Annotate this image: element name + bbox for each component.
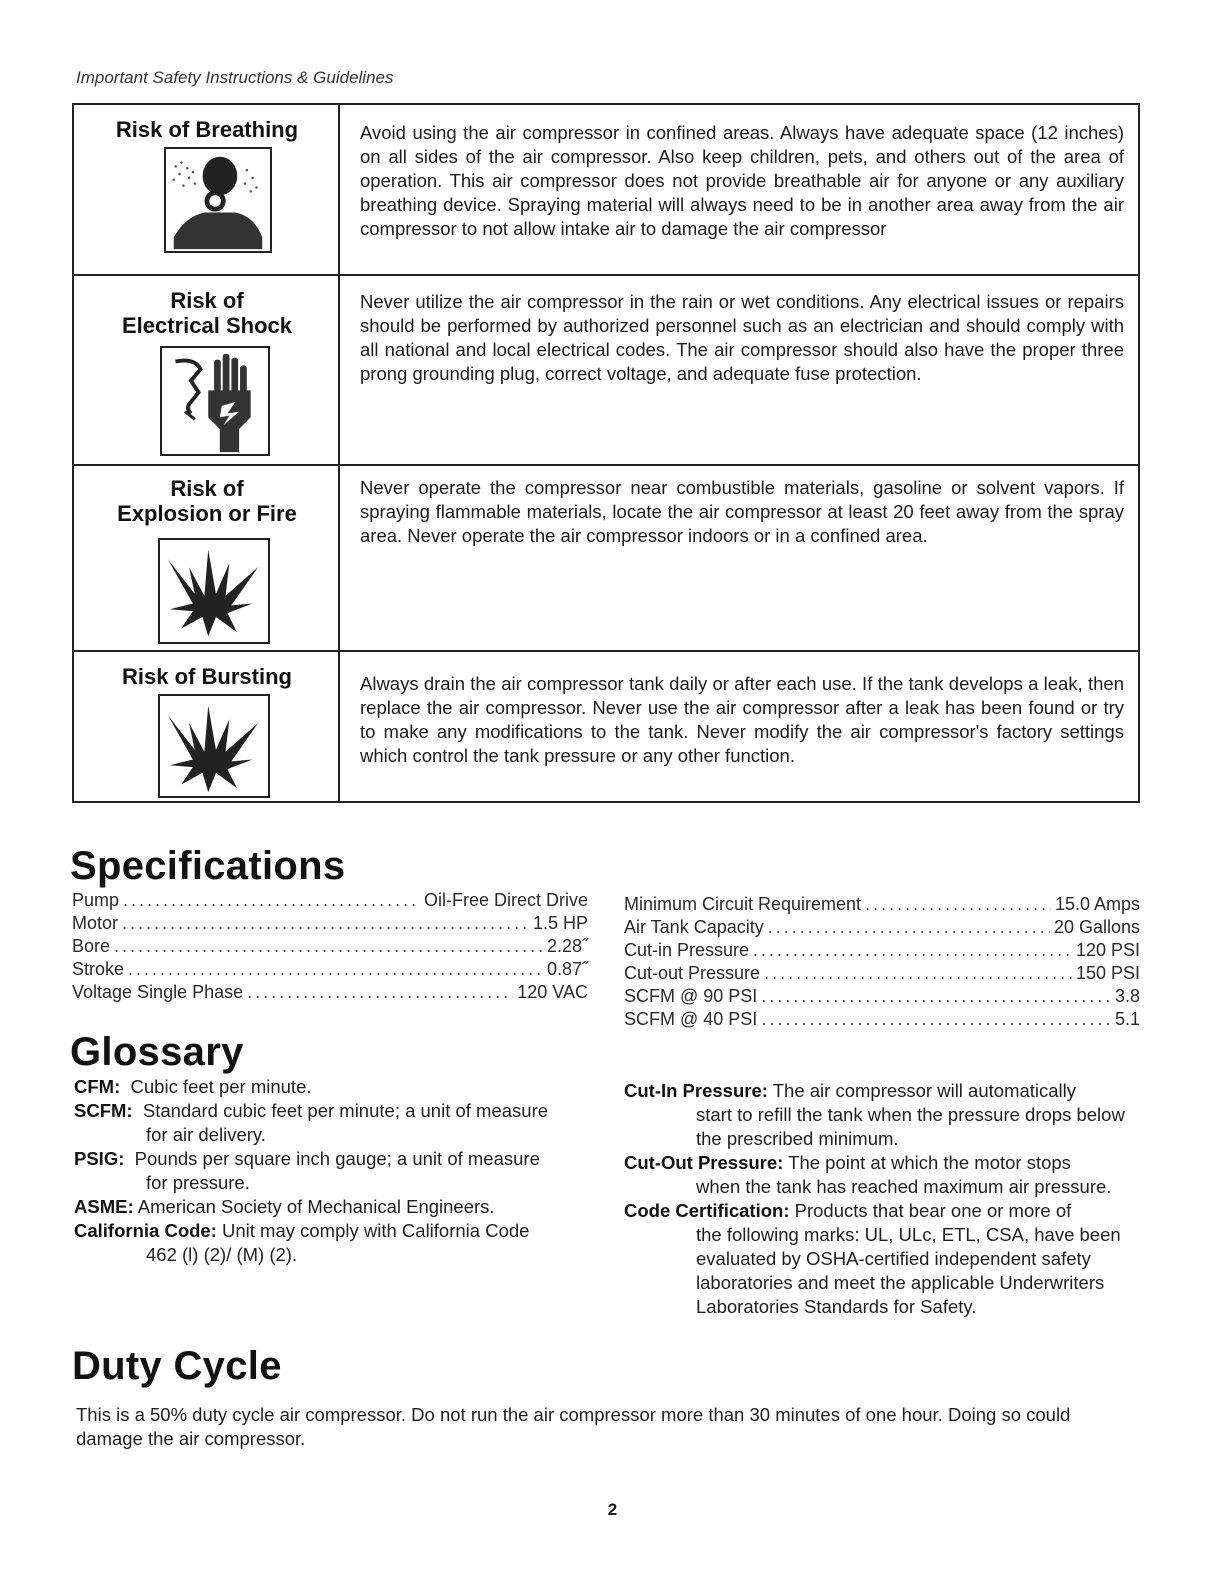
glossary-entry [74, 1099, 594, 1147]
risk-label-cell [74, 276, 340, 466]
glossary-definition: Unit may comply with California Code [222, 1220, 530, 1241]
spec-row [72, 889, 588, 912]
breathing-hazard-icon [164, 147, 272, 253]
spec-label: SCFM @ 90 PSI [624, 986, 758, 1006]
risk-description: Never utilize the air compressor in the rain or wet conditions. Any electrical issues or repairs should be performed by authorized personnel such as an electrician and should comply with all national and local electrical codes. The air compressor should also have the proper three prong grounding plug, correct voltage, and adequate fuse protection. [360, 291, 1124, 384]
spec-value: 15.0 Amps [1054, 894, 1140, 914]
glossary-definition: Standard cubic feet per minute; a unit of measure [142, 1100, 549, 1121]
spec-row [72, 958, 588, 981]
risk-description: Never operate the compressor near combustible materials, gasoline or solvent vapors. If spraying flammable materials, locate the air compressor at least 20 feet away from the spray area. Never operate the air compressor indoors or in a confined area. [360, 477, 1124, 546]
risk-title-line-2: Explosion or Fire [117, 501, 297, 526]
spec-row [72, 981, 588, 1004]
spec-label: Cut-in Pressure [624, 940, 750, 960]
spec-value: 120 VAC [517, 982, 588, 1002]
page-header-note: Important Safety Instructions & Guidelines [76, 68, 394, 87]
spec-list-left [72, 889, 588, 1004]
spec-row [624, 916, 1140, 939]
risk-table [72, 103, 1140, 803]
risk-row-electrical-shock [74, 274, 1138, 466]
glossary-entry [624, 1079, 1134, 1151]
glossary-entry [624, 1151, 1134, 1199]
risk-label-cell [74, 105, 340, 274]
glossary-definition-cont: for pressure. [146, 1172, 250, 1193]
glossary-definition: Pounds per square inch gauge; a unit of measure [134, 1148, 540, 1169]
spec-value: 5.1 [1114, 1009, 1140, 1029]
glossary-definition-cont: 462 (l) (2)/ (M) (2). [146, 1244, 298, 1265]
risk-row-breathing [74, 105, 1138, 274]
spec-label: Motor [72, 913, 119, 933]
glossary-definition: American Society of Mechanical Engineers. [137, 1196, 495, 1217]
glossary-term: CFM: [74, 1076, 121, 1097]
glossary-definition: The air compressor will automatically [772, 1080, 1077, 1101]
glossary-term: California Code: [74, 1220, 217, 1241]
duty-cycle-heading: Duty Cycle [72, 1344, 282, 1388]
glossary-term: PSIG: [74, 1148, 125, 1169]
glossary-term: ASME: [74, 1196, 134, 1217]
risk-title: Risk of Bursting [122, 664, 292, 689]
spec-row [624, 893, 1140, 916]
glossary-entry [624, 1199, 1134, 1319]
bursting-icon [158, 694, 270, 798]
spec-row [72, 912, 588, 935]
duty-cycle-text: This is a 50% duty cycle air compressor. Do not run the air compressor more than 30 minutes of one hour. Doing so could damage the air compressor. [76, 1404, 1071, 1449]
spec-row [624, 985, 1140, 1008]
glossary-definition-cont: when the tank has reached maximum air pressure. [696, 1176, 1112, 1197]
spec-list-right [624, 893, 1140, 1031]
glossary-entry [74, 1147, 594, 1195]
spec-label: Voltage Single Phase [72, 982, 244, 1002]
spec-value: 0.87˝ [546, 959, 588, 979]
spec-value: 2.28˝ [546, 936, 588, 956]
glossary-term: SCFM: [74, 1100, 133, 1121]
spec-value: 1.5 HP [532, 913, 588, 933]
risk-description: Always drain the air compressor tank daily or after each use. If the tank develops a leak, then replace the air compressor. Never use the air compressor after a leak has been found or try to make any modifications to the tank. Never modify the air compressor's factory settings which control the tank pressure or any other function. [360, 673, 1124, 766]
spec-row [624, 962, 1140, 985]
glossary-definition: Products that bear one or more of [794, 1200, 1072, 1221]
glossary-entry [74, 1195, 594, 1219]
spec-value: 150 PSI [1075, 963, 1140, 983]
glossary-definition: Cubic feet per minute. [130, 1076, 312, 1097]
spec-label: Pump [72, 890, 120, 910]
glossary-definition-cont: the following marks: UL, ULc, ETL, CSA, have been evaluated by OSHA-certified independent safety laboratories and meet the applicable Underwriters Laboratories Standards for Safety. [696, 1224, 1121, 1317]
glossary-definition: The point at which the motor stops [788, 1152, 1071, 1173]
glossary-definition-cont: for air delivery. [146, 1124, 266, 1145]
glossary-list-right [624, 1079, 1134, 1319]
glossary-term: Code Certification: [624, 1200, 790, 1221]
spec-label: Air Tank Capacity [624, 917, 764, 937]
risk-row-bursting [74, 650, 1138, 803]
glossary-term: Cut-Out Pressure: [624, 1152, 784, 1173]
glossary-term: Cut-In Pressure: [624, 1080, 768, 1101]
spec-value: 120 PSI [1075, 940, 1140, 960]
risk-label-cell [74, 466, 340, 652]
spec-label: Cut-out Pressure [624, 963, 761, 983]
spec-label: SCFM @ 40 PSI [624, 1009, 758, 1029]
spec-label: Bore [72, 936, 111, 956]
risk-title-line-2: Electrical Shock [122, 313, 292, 338]
spec-label: Stroke [72, 959, 125, 979]
spec-row [72, 935, 588, 958]
electrical-shock-icon [160, 346, 270, 456]
risk-label-cell [74, 652, 340, 803]
glossary-entry [74, 1219, 594, 1267]
risk-title: Risk of [170, 476, 244, 501]
glossary-list-left [74, 1075, 594, 1267]
spec-value: Oil-Free Direct Drive [423, 890, 588, 910]
spec-value: 3.8 [1114, 986, 1140, 1006]
risk-title: Risk of [170, 288, 244, 313]
glossary-entry [74, 1075, 594, 1099]
risk-row-explosion-fire [74, 464, 1138, 652]
explosion-icon [158, 538, 270, 644]
glossary-heading: Glossary [70, 1030, 244, 1074]
risk-description: Avoid using the air compressor in confined areas. Always have adequate space (12 inches) on all sides of the air compressor. Also keep children, pets, and others out of the area of operation. This air compressor does not provide breathable air for anyone or any auxiliary breathing device. Spraying material will always need to be in another area away from the air compressor to not allow intake air to damage the air compressor [360, 122, 1124, 239]
page-number: 2 [607, 1500, 618, 1519]
spec-value: 20 Gallons [1053, 917, 1140, 937]
risk-title: Risk of Breathing [115, 117, 299, 142]
spec-row [624, 939, 1140, 962]
glossary-definition-cont: start to refill the tank when the pressure drops below the prescribed minimum. [696, 1104, 1125, 1149]
spec-row [624, 1008, 1140, 1031]
specifications-heading: Specifications [70, 844, 346, 888]
spec-label: Minimum Circuit Requirement [624, 894, 862, 914]
